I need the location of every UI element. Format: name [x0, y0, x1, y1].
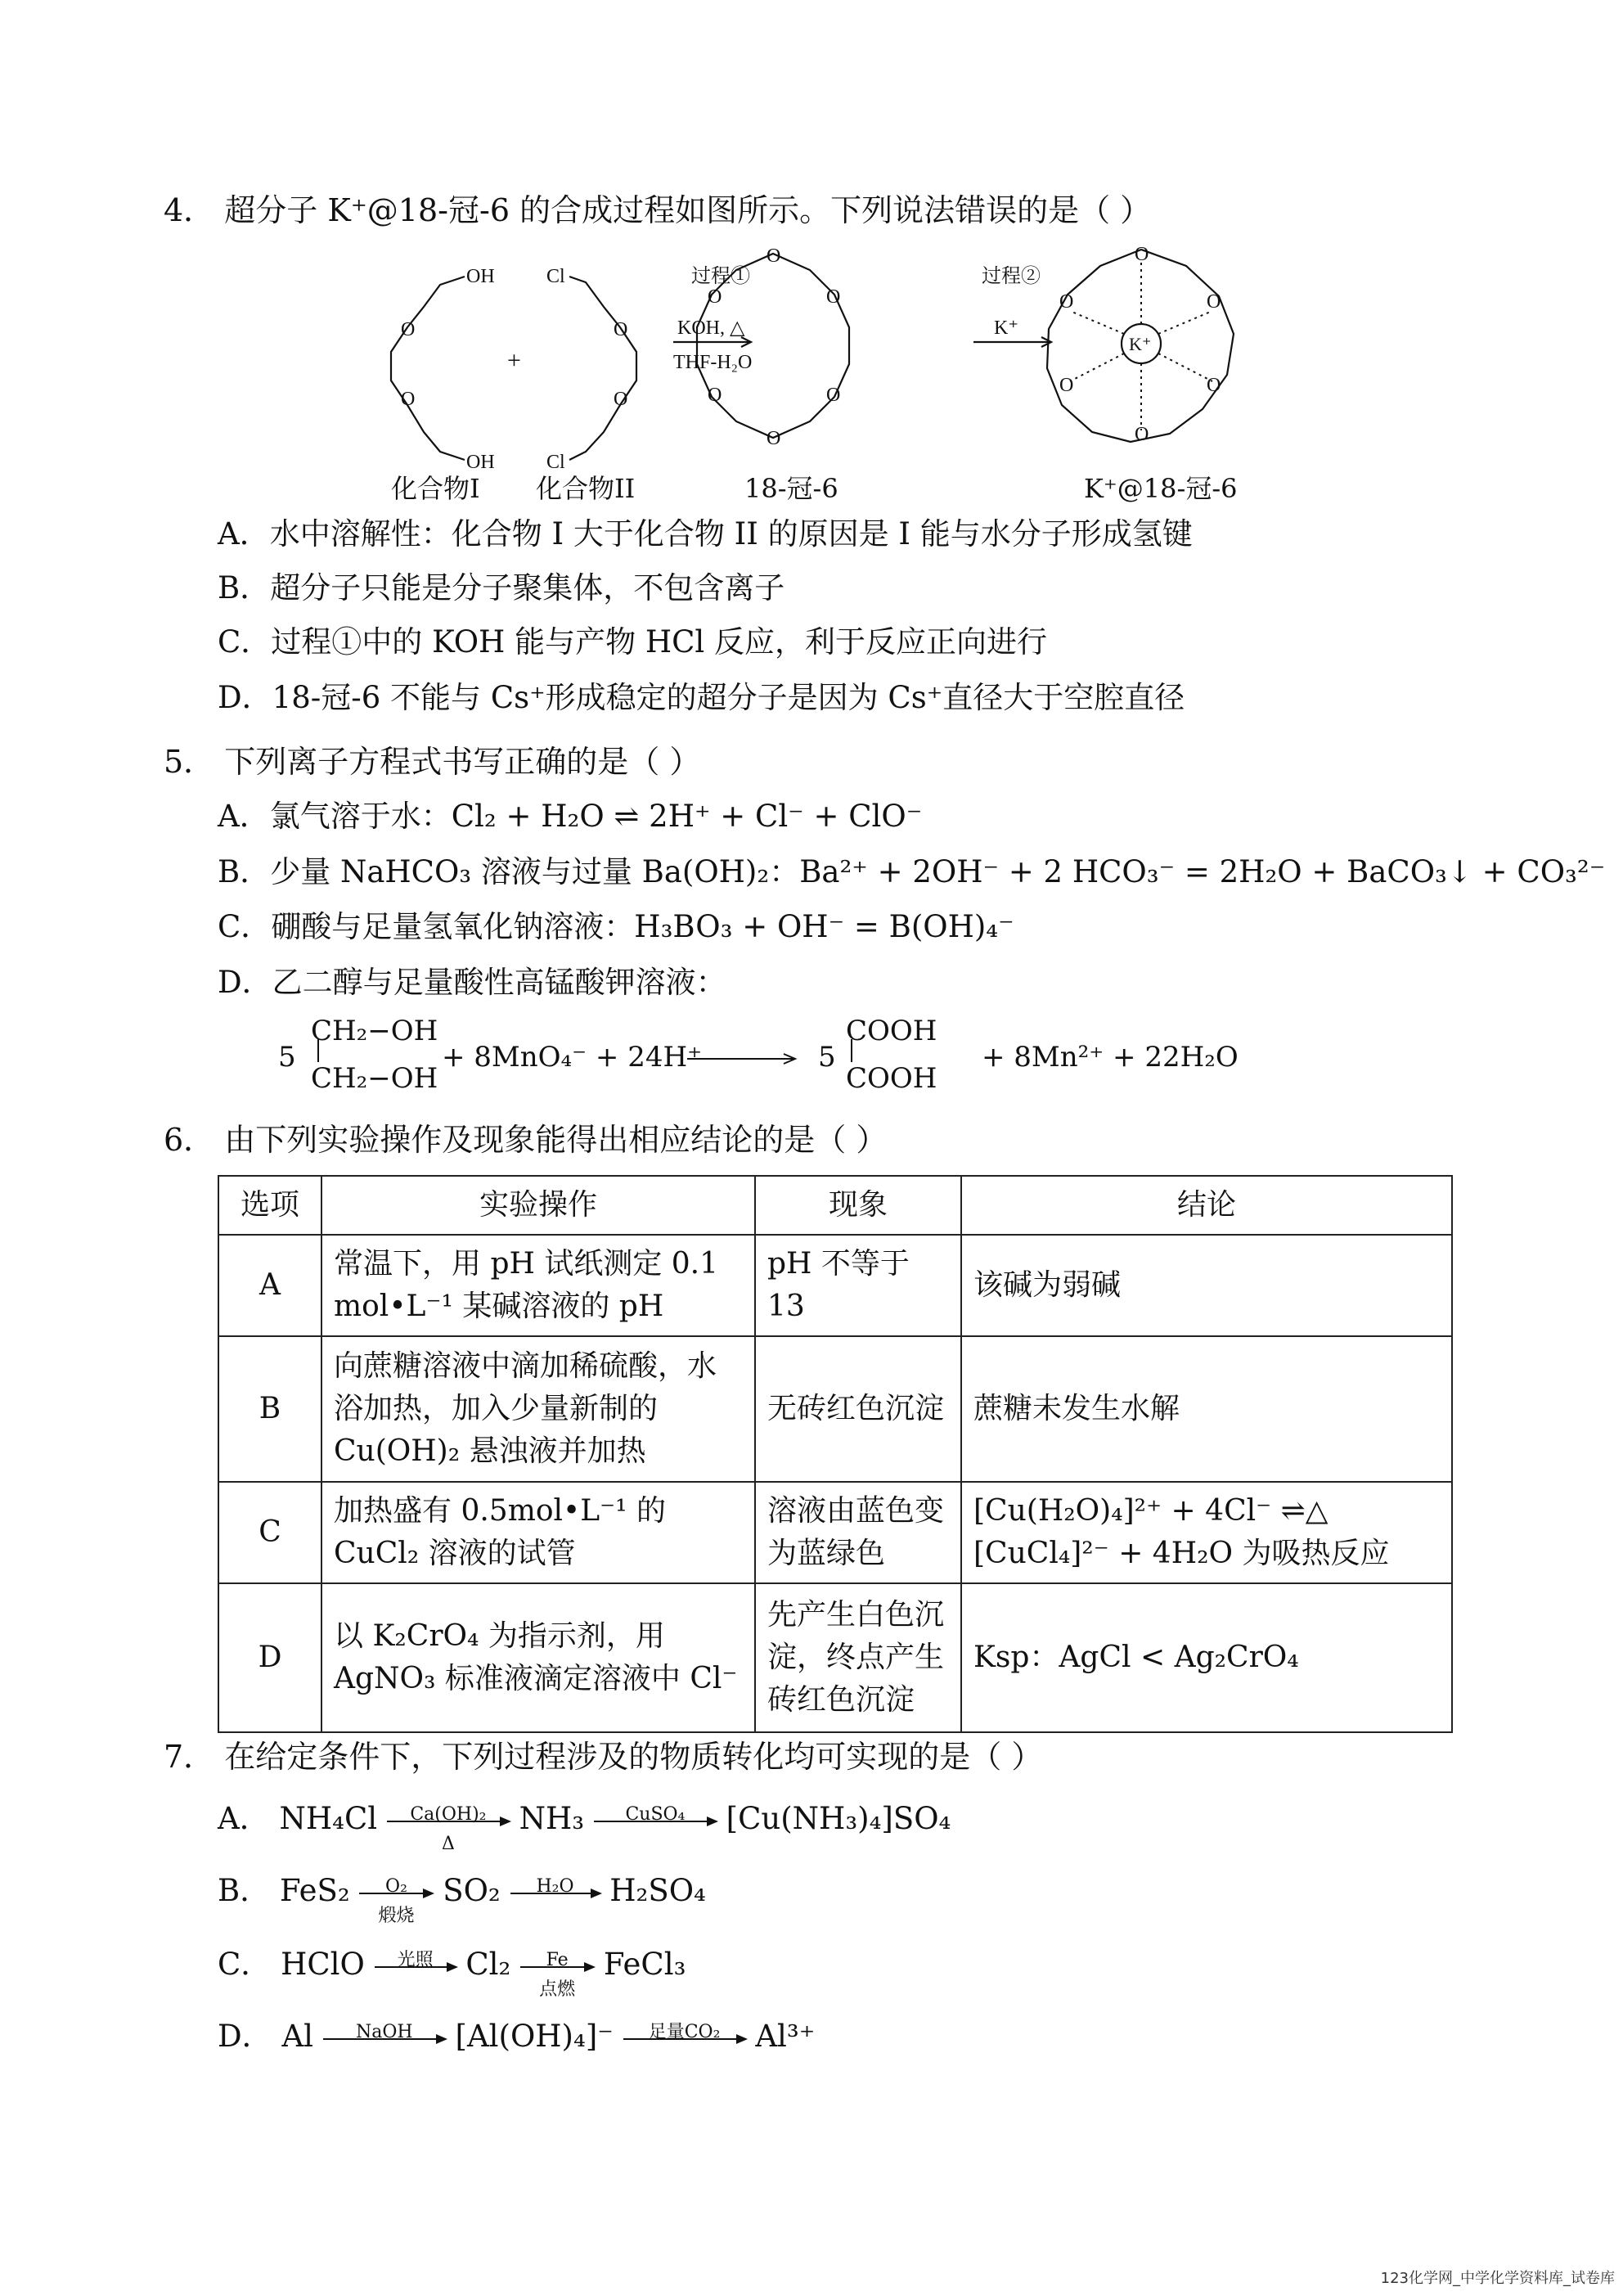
q7a-s3: [Cu(NH₃)₄]SO₄: [726, 1801, 951, 1836]
process1-label: 过程①: [691, 266, 750, 287]
table-row: [218, 1583, 1452, 1732]
eq-bond-right: [851, 1039, 852, 1062]
q7a-label: A．: [218, 1801, 270, 1836]
compound1-chain: [391, 277, 465, 460]
row-a-option: A: [218, 1235, 321, 1336]
q5-option-d: D．乙二醇与足量酸性高锰酸钾溶液：: [218, 965, 726, 1000]
experiment-table: [218, 1175, 1453, 1733]
q4-stem: 4． 超分子 K⁺@18-冠-6 的合成过程如图所示。下列说法错误的是（ ）: [164, 192, 1152, 228]
row-d-operation: 以 K₂CrO₄ 为指示剂，用 AgNO₃ 标准液滴定溶液中 Cl⁻: [321, 1583, 755, 1732]
q7a-arrow1-top: Ca(OH)₂: [410, 1803, 487, 1825]
q7c-s3: FeCl₃: [603, 1947, 686, 1982]
q7c-arrow2-bottom: 点燃: [539, 1979, 576, 2000]
compound1-o2: O: [401, 389, 416, 410]
q7b-label: B．: [218, 1873, 271, 1908]
q7b-s2: SO₂: [443, 1873, 501, 1908]
q7d-arrow1-top: NaOH: [355, 2021, 413, 2042]
q4-option-c: C．过程①中的 KOH 能与产物 HCl 反应，利于反应正向进行: [218, 624, 1048, 660]
table-header-row: [218, 1176, 1452, 1235]
crown-ether-synthesis-figure: [344, 237, 1268, 507]
q7a-s1: NH₄Cl: [279, 1801, 378, 1836]
row-b-conclusion: 蔗糖未发生水解: [961, 1336, 1452, 1482]
cl-bottom-label: Cl: [546, 452, 565, 473]
q7b-arrow2-top: H₂O: [536, 1875, 574, 1897]
crown-o6: O: [708, 286, 722, 308]
table-row: [218, 1235, 1452, 1336]
q4-option-a: A．水中溶解性：化合物 I 大于化合物 II 的原因是 I 能与水分子形成氢键: [218, 516, 1193, 551]
q5-option-b: B．少量 NaHCO₃ 溶液与过量 Ba(OH)₂：Ba²⁺ + 2OH⁻ + 2 HCO₃⁻ = 2H₂O + BaCO₃↓ + CO₃²⁻: [218, 854, 1606, 889]
complex-o1: O: [1135, 244, 1149, 265]
eq-arrow: [687, 1052, 802, 1065]
q7c-arrow1-top: 光照: [397, 1949, 434, 1970]
q7c-s2: Cl₂: [465, 1947, 511, 1982]
crown-o1: O: [767, 245, 781, 267]
q7d-label: D．: [218, 2019, 272, 2054]
row-c-conclusion: [Cu(H₂O)₄]²⁺ + 4Cl⁻ ⇌△ [CuCl₄]²⁻ + 4H₂O 为吸热反应: [961, 1482, 1452, 1583]
row-d-option: D: [218, 1583, 321, 1732]
row-b-operation: 向蔗糖溶液中滴加稀硫酸，水浴加热，加入少量新制的 Cu(OH)₂ 悬浊液并加热: [321, 1336, 755, 1482]
q5-option-a: A．氯气溶于水：Cl₂ + H₂O ⇌ 2H⁺ + Cl⁻ + ClO⁻: [218, 799, 923, 834]
row-c-operation: 加热盛有 0.5mol•L⁻¹ 的 CuCl₂ 溶液的试管: [321, 1482, 755, 1583]
q7c-arrow2-top: Fe: [546, 1949, 569, 1970]
q5-stem: 5． 下列离子方程式书写正确的是（ ）: [164, 744, 701, 780]
q7c-arrow2: [520, 1949, 594, 2000]
row-a-phenomenon: pH 不等于 13: [755, 1235, 961, 1336]
q7c-s1: HClO: [281, 1947, 365, 1982]
eq-bond-left: [317, 1039, 319, 1062]
process1-cond-top: KOH, △: [677, 317, 745, 339]
oh-top-label: OH: [466, 266, 495, 287]
q4-option-d: D．18-冠-6 不能与 Cs⁺形成稳定的超分子是因为 Cs⁺直径大于空腔直径: [218, 680, 1185, 715]
eq-bottom-left: CH₂−OH: [311, 1062, 438, 1095]
q7a-arrow2-top: CuSO₄: [625, 1803, 686, 1825]
q7b-arrow1-bottom: 煅烧: [378, 1905, 415, 1926]
row-b-option: B: [218, 1336, 321, 1482]
q7-option-c: [218, 1946, 686, 2000]
site-watermark: 123化学网_中学化学资料库_试卷库: [1380, 2270, 1615, 2287]
eq-coef-left: 5: [278, 1041, 296, 1074]
q7d-s2: [Al(OH)₄]⁻: [455, 2019, 614, 2054]
table-row: [218, 1336, 1452, 1482]
eq-top-left: CH₂−OH: [311, 1015, 438, 1047]
row-d-phenomenon: 先产生白色沉淀，终点产生砖红色沉淀: [755, 1583, 961, 1732]
complex-label: K⁺@18-冠-6: [1084, 473, 1238, 504]
q7a-arrow1-bottom: Δ: [441, 1833, 455, 1854]
process2-label: 过程②: [982, 266, 1041, 287]
compound2-chain: [569, 277, 636, 460]
row-b-phenomenon: 无砖红色沉淀: [755, 1336, 961, 1482]
q7d-arrow1: [323, 2021, 446, 2042]
cl-top-label: Cl: [546, 266, 565, 287]
q7-option-b: [218, 1872, 706, 1926]
q7d-arrow2: [623, 2021, 746, 2042]
q7b-s3: H₂SO₄: [609, 1873, 706, 1908]
eq-coef-right: 5: [818, 1041, 836, 1074]
complex-o6: O: [1059, 291, 1074, 313]
q7-stem: 7． 在给定条件下，下列过程涉及的物质转化均可实现的是（ ）: [164, 1739, 1043, 1775]
q7a-arrow2: [594, 1803, 717, 1825]
complex-o5: O: [1059, 375, 1074, 396]
eq-top-right: COOH: [846, 1015, 937, 1047]
q7a-arrow1: [387, 1803, 510, 1854]
process1-cond-bottom: THF-H₂O: [673, 352, 753, 373]
row-a-conclusion: 该碱为弱碱: [961, 1235, 1452, 1336]
crown-o5: O: [708, 385, 722, 406]
header-operation: 实验操作: [321, 1176, 755, 1235]
q5-eq-d: [278, 1015, 1260, 1105]
eq-mid: + 8MnO₄⁻ + 24H⁺: [442, 1041, 703, 1074]
q7c-arrow1: [375, 1949, 456, 1970]
q7b-arrow1-top: O₂: [385, 1875, 407, 1897]
compound2-label: 化合物II: [536, 473, 636, 504]
q7b-arrow2: [510, 1875, 600, 1897]
complex-o4: O: [1135, 424, 1149, 445]
k-ion-label: K⁺: [1129, 334, 1152, 354]
compound2-o2: O: [614, 389, 628, 410]
plus-sign: +: [507, 347, 521, 374]
header-option: 选项: [218, 1176, 321, 1235]
table-row: [218, 1482, 1452, 1583]
complex-o3: O: [1207, 375, 1221, 396]
crown-label: 18-冠-6: [744, 473, 838, 504]
crown-o2: O: [826, 286, 841, 308]
compound1-label: 化合物I: [391, 473, 480, 504]
compound1-o1: O: [401, 319, 416, 340]
q7b-s1: FeS₂: [279, 1873, 350, 1908]
compound2-o1: O: [614, 319, 628, 340]
row-c-option: C: [218, 1482, 321, 1583]
q5-option-c: C．硼酸与足量氢氧化钠溶液：H₃BO₃ + OH⁻ = B(OH)₄⁻: [218, 909, 1014, 944]
row-d-conclusion: Ksp：AgCl < Ag₂CrO₄: [961, 1583, 1452, 1732]
header-conclusion: 结论: [961, 1176, 1452, 1235]
row-c-phenomenon: 溶液由蓝色变为蓝绿色: [755, 1482, 961, 1583]
crown-o3: O: [826, 385, 841, 406]
q7d-s3: Al³⁺: [755, 2019, 816, 2054]
q7c-label: C．: [218, 1947, 272, 1982]
q4-option-b: B．超分子只能是分子聚集体，不包含离子: [218, 570, 785, 606]
oh-bottom-label: OH: [466, 452, 495, 473]
header-phenomenon: 现象: [755, 1176, 961, 1235]
q7-option-d: [218, 2018, 815, 2055]
complex-o2: O: [1207, 291, 1221, 313]
q7a-s2: NH₃: [519, 1801, 585, 1836]
q6-stem: 6． 由下列实验操作及现象能得出相应结论的是（ ）: [164, 1122, 888, 1158]
crown-o4: O: [767, 428, 781, 449]
process2-cond-top: K⁺: [994, 317, 1018, 339]
row-a-operation: 常温下，用 pH 试纸测定 0.1 mol•L⁻¹ 某碱溶液的 pH: [321, 1235, 755, 1336]
q7-option-a: [218, 1800, 951, 1854]
eq-bottom-right: COOH: [846, 1062, 937, 1095]
eq-tail: + 8Mn²⁺ + 22H₂O: [982, 1041, 1239, 1074]
q7b-arrow1: [359, 1875, 433, 1926]
q7d-s1: Al: [281, 2019, 313, 2054]
q7d-arrow2-top: 足量CO₂: [648, 2021, 721, 2042]
